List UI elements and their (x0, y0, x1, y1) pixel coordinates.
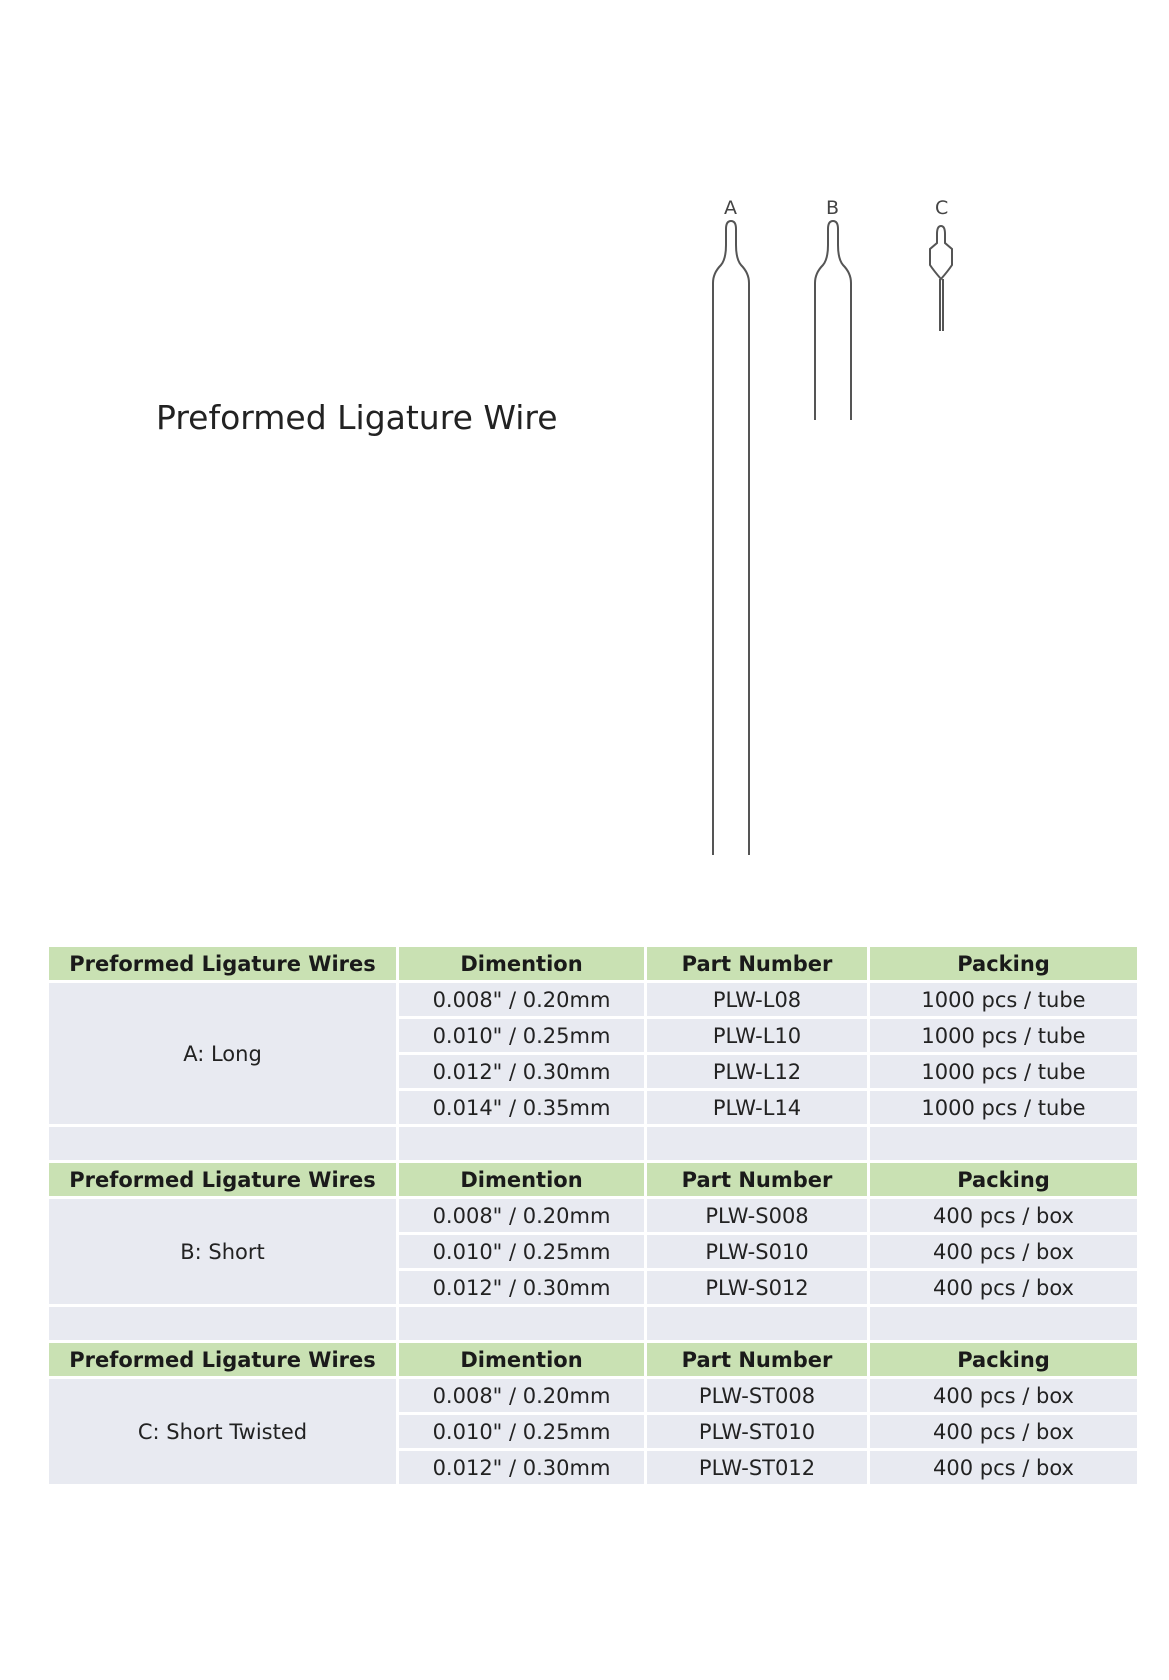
header-packing: Packing (870, 1343, 1137, 1376)
dimension-cell: 0.008" / 0.20mm (399, 1379, 644, 1412)
dimension-cell: 0.012" / 0.30mm (399, 1451, 644, 1484)
group-name: C: Short Twisted (49, 1379, 396, 1484)
dimension-cell: 0.010" / 0.25mm (399, 1235, 644, 1268)
part-number-cell: PLW-L14 (647, 1091, 867, 1124)
header-product: Preformed Ligature Wires (49, 947, 396, 980)
part-number-cell: PLW-ST008 (647, 1379, 867, 1412)
part-number-cell: PLW-L12 (647, 1055, 867, 1088)
table-row (49, 983, 1137, 1016)
packing-cell: 1000 pcs / tube (870, 1091, 1137, 1124)
label-b: B (826, 197, 840, 219)
group-name: A: Long (49, 983, 396, 1124)
header-product: Preformed Ligature Wires (49, 1343, 396, 1376)
part-number-cell: PLW-S010 (647, 1235, 867, 1268)
part-number-cell: PLW-S008 (647, 1199, 867, 1232)
packing-cell: 1000 pcs / tube (870, 1055, 1137, 1088)
table-row (49, 1199, 1137, 1232)
dimension-cell: 0.008" / 0.20mm (399, 983, 644, 1016)
dimension-cell: 0.010" / 0.25mm (399, 1019, 644, 1052)
header-part-number: Part Number (647, 1343, 867, 1376)
header-product: Preformed Ligature Wires (49, 1163, 396, 1196)
spacer-cell (870, 1307, 1137, 1340)
packing-cell: 400 pcs / box (870, 1235, 1137, 1268)
packing-cell: 1000 pcs / tube (870, 1019, 1137, 1052)
label-a: A (724, 197, 737, 219)
header-part-number: Part Number (647, 947, 867, 980)
spacer-cell (647, 1307, 867, 1340)
header-packing: Packing (870, 1163, 1137, 1196)
packing-cell: 400 pcs / box (870, 1199, 1137, 1232)
wire-b (815, 221, 851, 420)
spacer-cell (399, 1127, 644, 1160)
dimension-cell: 0.008" / 0.20mm (399, 1199, 644, 1232)
packing-cell: 400 pcs / box (870, 1271, 1137, 1304)
part-number-cell: PLW-ST010 (647, 1415, 867, 1448)
spacer-cell (49, 1127, 396, 1160)
part-number-cell: PLW-S012 (647, 1271, 867, 1304)
group-name: B: Short (49, 1199, 396, 1304)
header-dimension: Dimention (399, 947, 644, 980)
label-c: C (935, 197, 949, 219)
dimension-cell: 0.012" / 0.30mm (399, 1271, 644, 1304)
wire-c (930, 226, 952, 331)
spacer-cell (399, 1307, 644, 1340)
table-row (49, 1379, 1137, 1412)
spec-table (46, 944, 1140, 1487)
part-number-cell: PLW-ST012 (647, 1451, 867, 1484)
header-row (49, 1343, 1137, 1376)
spacer-cell (870, 1127, 1137, 1160)
dimension-cell: 0.012" / 0.30mm (399, 1055, 644, 1088)
page-title: Preformed Ligature Wire (156, 398, 558, 437)
packing-cell: 400 pcs / box (870, 1415, 1137, 1448)
header-row (49, 947, 1137, 980)
dimension-cell: 0.010" / 0.25mm (399, 1415, 644, 1448)
spacer-row (49, 1127, 1137, 1160)
part-number-cell: PLW-L10 (647, 1019, 867, 1052)
header-row (49, 1163, 1137, 1196)
packing-cell: 1000 pcs / tube (870, 983, 1137, 1016)
part-number-cell: PLW-L08 (647, 983, 867, 1016)
packing-cell: 400 pcs / box (870, 1379, 1137, 1412)
spacer-cell (647, 1127, 867, 1160)
header-part-number: Part Number (647, 1163, 867, 1196)
spacer-row (49, 1307, 1137, 1340)
wire-diagram (690, 195, 970, 865)
packing-cell: 400 pcs / box (870, 1451, 1137, 1484)
header-dimension: Dimention (399, 1343, 644, 1376)
spacer-cell (49, 1307, 396, 1340)
dimension-cell: 0.014" / 0.35mm (399, 1091, 644, 1124)
header-packing: Packing (870, 947, 1137, 980)
wire-a (713, 221, 749, 855)
header-dimension: Dimention (399, 1163, 644, 1196)
